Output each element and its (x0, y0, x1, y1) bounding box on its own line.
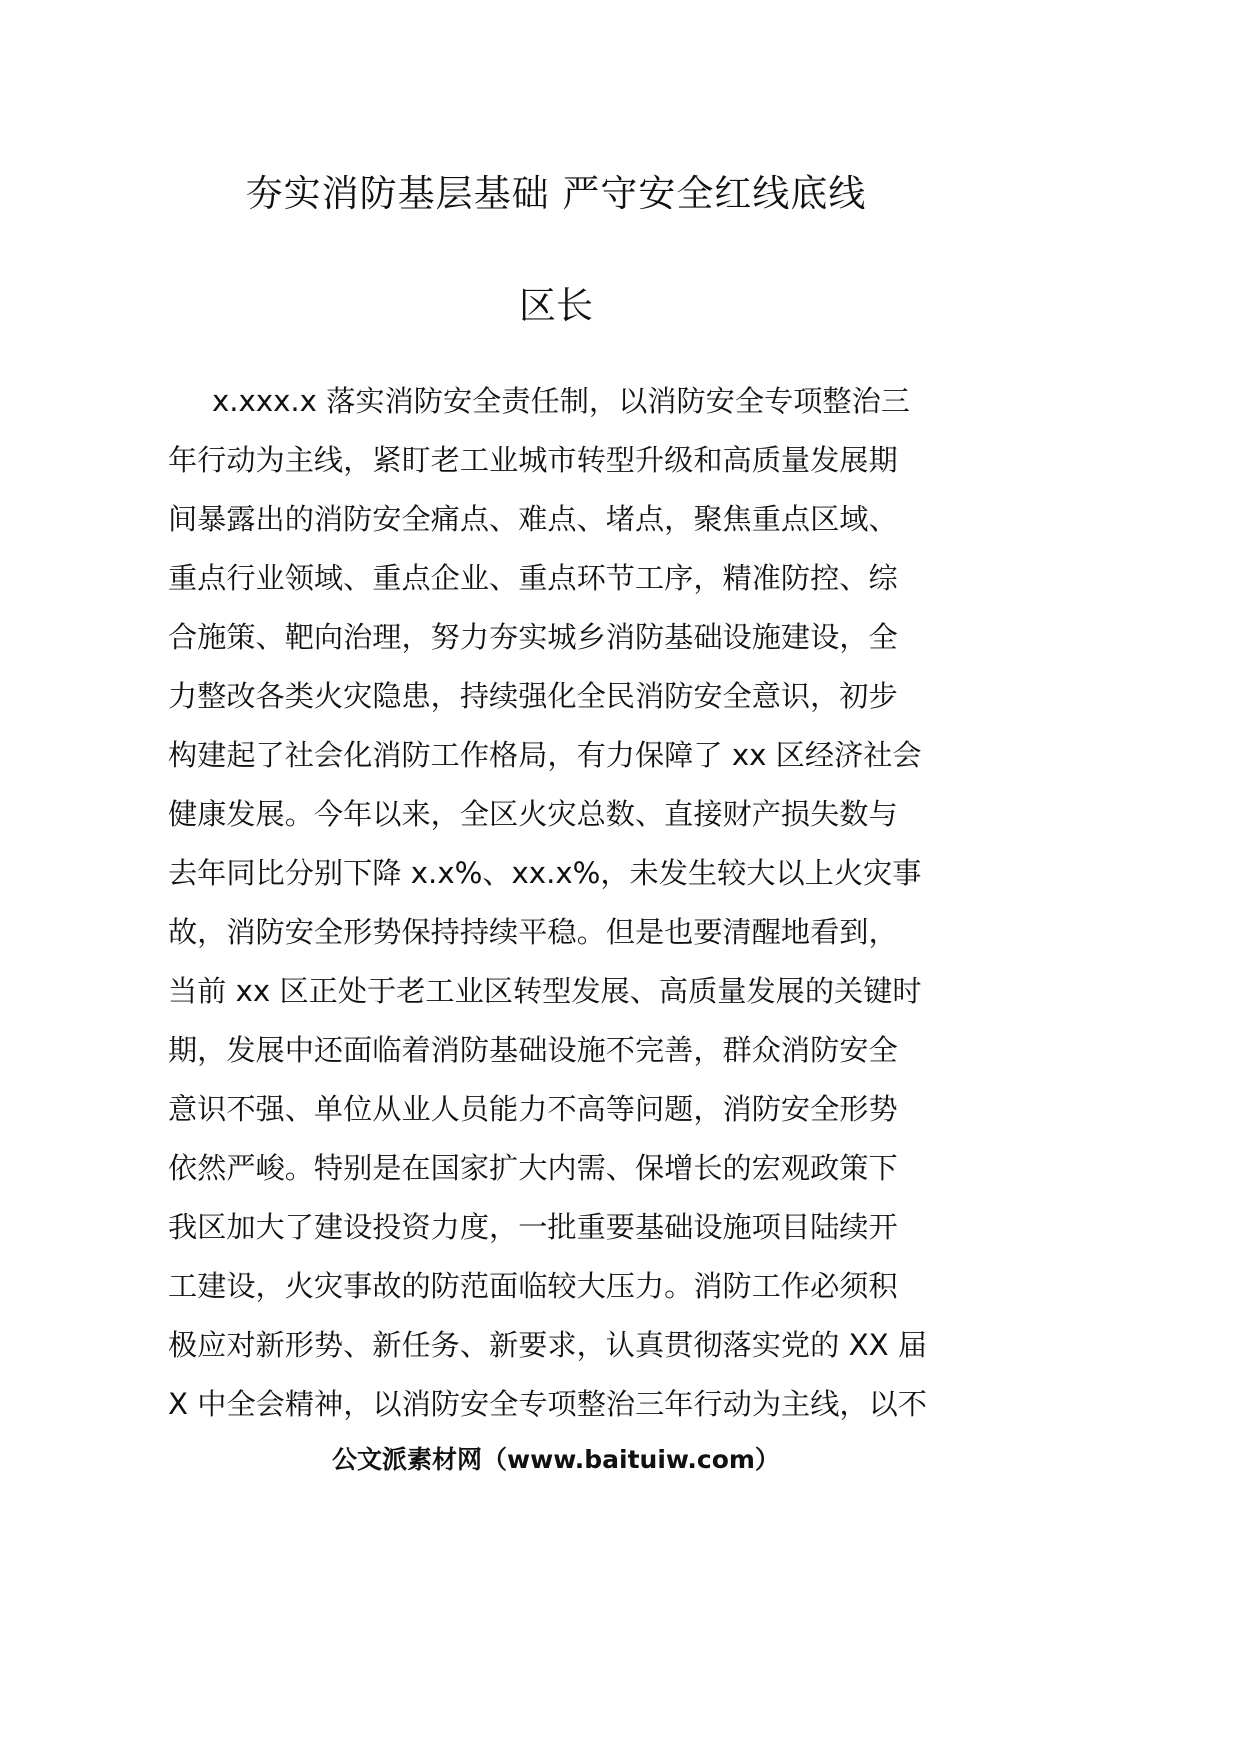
paragraph-line: 构建起了社会化消防工作格局，有力保障了 xx 区经济社会 (168, 738, 922, 772)
paragraph-line: 重点行业领域、重点企业、重点环节工序，精准防控、综 (168, 561, 898, 595)
paragraph-line: 故，消防安全形势保持持续平稳。但是也要清醒地看到， (168, 915, 898, 949)
paragraph-line: 期，发展中还面临着消防基础设施不完善，群众消防安全 (168, 1033, 898, 1067)
paragraph-line: 当前 xx 区正处于老工业区转型发展、高质量发展的关键时 (168, 974, 922, 1008)
paragraph-line: 合施策、靶向治理，努力夯实城乡消防基础设施建设，全 (168, 620, 898, 654)
document-title: 夯实消防基层基础 严守安全红线底线 (245, 172, 867, 215)
footer-watermark-text: 公文派素材网（www.baituiw.com） (332, 1445, 780, 1474)
paragraph-line: 极应对新形势、新任务、新要求，认真贯彻落实党的 XX 届 (168, 1328, 928, 1362)
paragraph-line: X 中全会精神，以消防安全专项整治三年行动为主线，以不 (168, 1387, 927, 1421)
paragraph-line: 年行动为主线，紧盯老工业城市转型升级和高质量发展期 (168, 443, 898, 477)
paragraph-line: 工建设，火灾事故的防范面临较大压力。消防工作必须积 (168, 1269, 898, 1303)
paragraph-line: 意识不强、单位从业人员能力不高等问题，消防安全形势 (168, 1092, 898, 1126)
paragraph-line: 力整改各类火灾隐患，持续强化全民消防安全意识，初步 (168, 679, 898, 713)
body-paragraph (168, 372, 944, 1434)
paragraph-line: 我区加大了建设投资力度，一批重要基础设施项目陆续开 (168, 1210, 898, 1244)
paragraph-line: x.xxx.x 落实消防安全责任制，以消防安全专项整治三 (212, 384, 910, 418)
paragraph-line: 去年同比分别下降 x.x%、xx.x%，未发生较大以上火灾事 (168, 856, 922, 890)
document-author: 区长 (519, 284, 593, 327)
paragraph-line: 依然严峻。特别是在国家扩大内需、保增长的宏观政策下 (168, 1151, 898, 1185)
paragraph-line: 间暴露出的消防安全痛点、难点、堵点，聚焦重点区域、 (168, 502, 898, 536)
paragraph-line: 健康发展。今年以来，全区火灾总数、直接财产损失数与 (168, 797, 898, 831)
